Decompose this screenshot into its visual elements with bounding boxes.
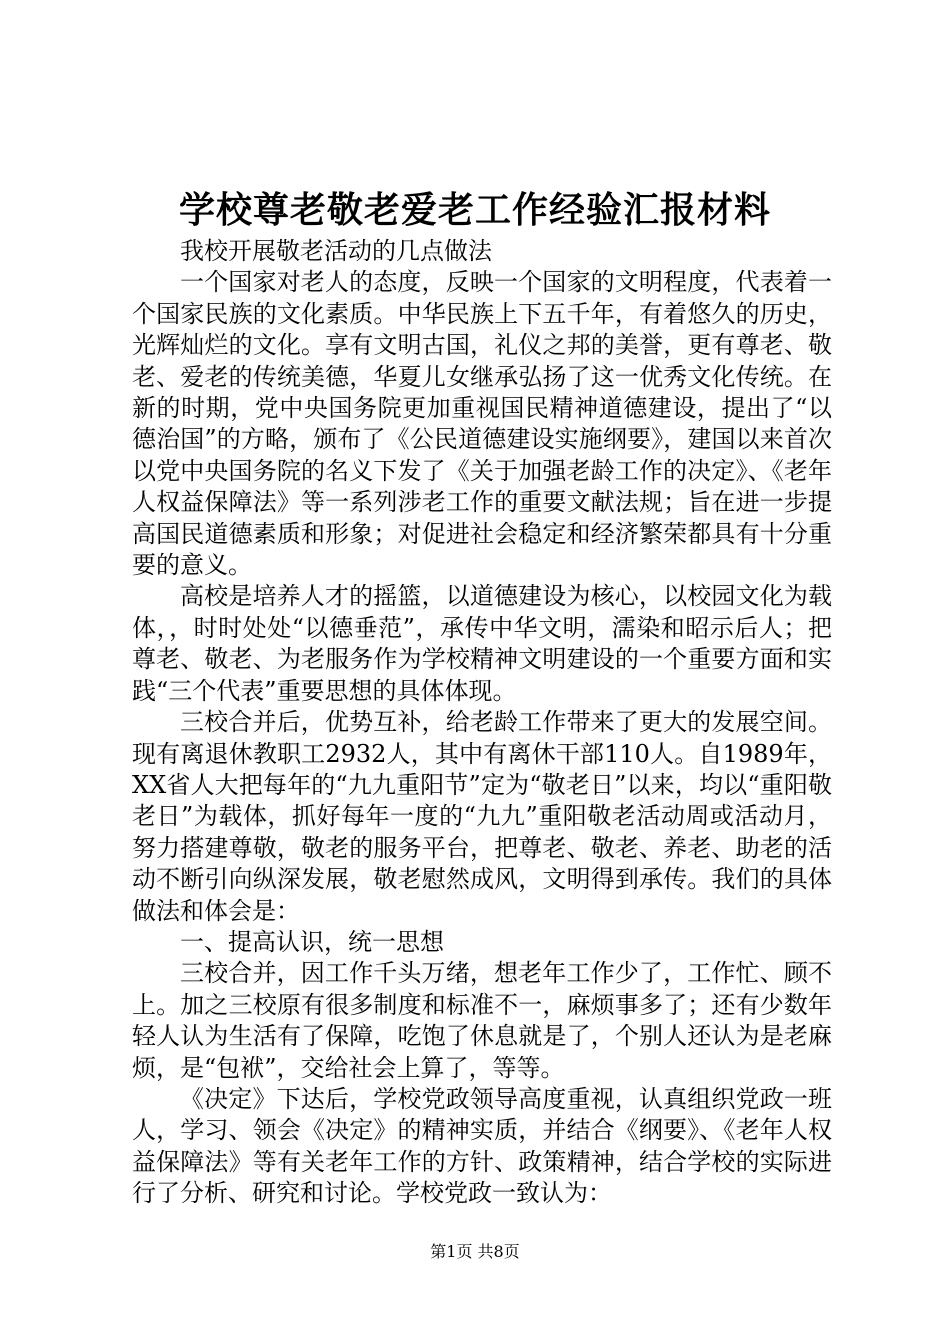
paragraph: 高校是培养人才的摇篮，以道德建设为核心，以校园文化为载体，，时时处处“以德垂范”，承传中华文明，濡染和昭示后人；把尊老、敬老、为老服务作为学校精神文明建设的一个重要方面和实践“三个代表”重要思想的具体体现。 — [132, 582, 832, 705]
document-body — [132, 236, 832, 1210]
paragraph: 三校合并后，优势互补，给老龄工作带来了更大的发展空间。现有离退休教职工2932人，其中有离休干部110人。自1989年，XX省人大把每年的“九九重阳节”定为“敬老日”以来，均以“重阳敬老日”为载体，抓好每年一度的“九九”重阳敬老活动周或活动月，努力搭建尊敬，敬老的服务平台，把尊老、敬老、养老、助老的活动不断引向纵深发展，敬老慰然成风，文明得到承传。我们的具体做法和体会是： — [132, 708, 832, 925]
paragraph: 一个国家对老人的态度，反映一个国家的文明程度，代表着一个国家民族的文化素质。中华民族上下五千年，有着悠久的历史，光辉灿烂的文化。享有文明古国，礼仪之邦的美誉，更有尊老、敬老、爱老的传统美德，华夏儿女继承弘扬了这一优秀文化传统。在新的时期，党中央国务院更加重视国民精神道德建设，提出了“以德治国”的方略，颁布了《公民道德建设实施纲要》，建国以来首次以党中央国务院的名义下发了《关于加强老龄工作的决定》、《老年人权益保障法》等一系列涉老工作的重要文献法规；旨在进一步提高国民道德素质和形象；对促进社会稳定和经济繁荣都具有十分重要的意义。 — [132, 268, 832, 580]
section-subtitle: 我校开展敬老活动的几点做法 — [180, 237, 492, 265]
section-heading: 一、提高认识，统一思想 — [180, 927, 444, 956]
paragraph: 《决定》下达后，学校党政领导高度重视，认真组织党政一班人，学习、领会《决定》的精神实质，并结合《纲要》、《老年人权益保障法》等有关老年工作的方针、政策精神，结合学校的实际进行了分析、研究和讨论。学校党政一致认为： — [132, 1084, 832, 1208]
page-footer: 第1页 共8页 — [430, 1242, 520, 1261]
paragraph: 三校合并，因工作千头万绪，想老年工作少了，工作忙、顾不上。加之三校原有很多制度和标准不一，麻烦事多了；还有少数年轻人认为生活有了保障，吃饱了休息就是了，个别人还认为是老麻烦，是“包袱”，交给社会上算了，等等。 — [132, 959, 832, 1082]
document-title: 学校尊老敬老爱老工作经验汇报材料 — [178, 189, 771, 231]
